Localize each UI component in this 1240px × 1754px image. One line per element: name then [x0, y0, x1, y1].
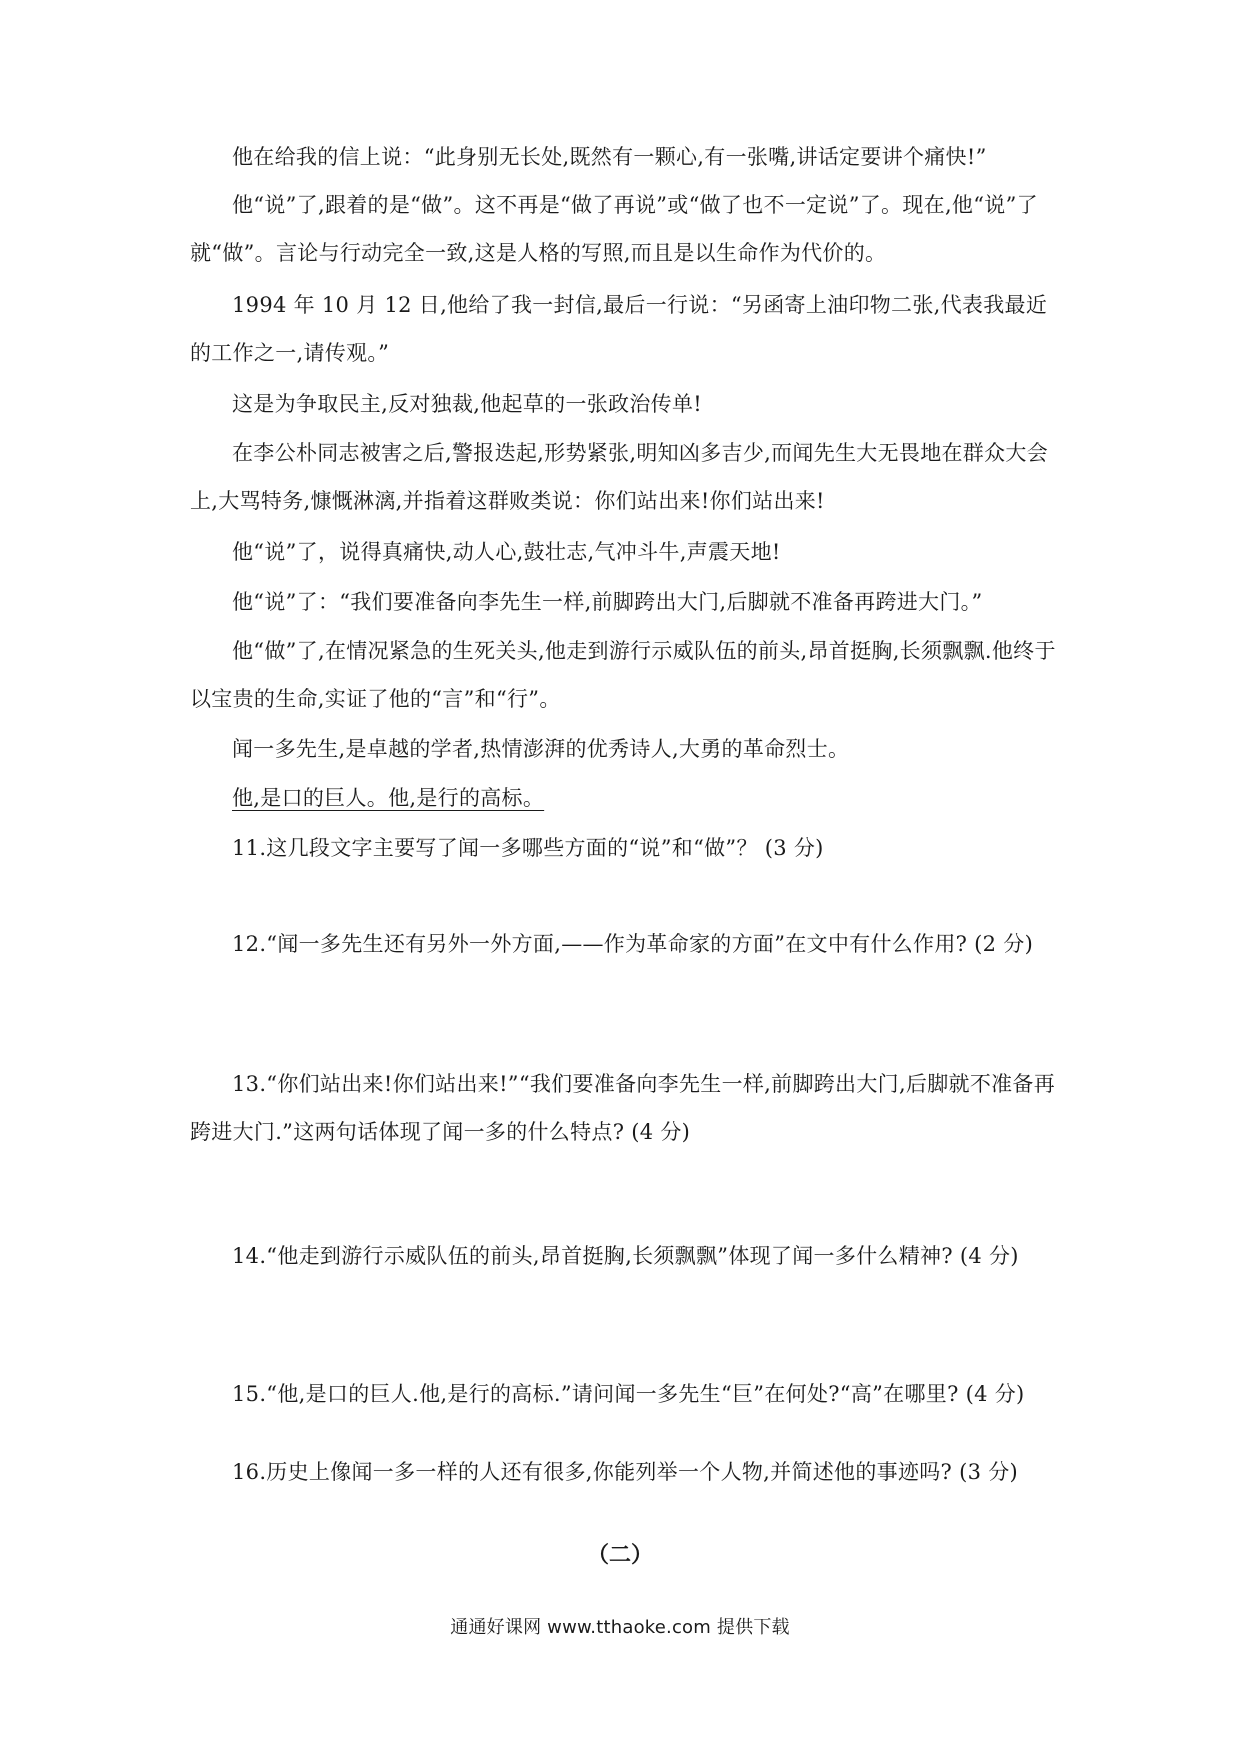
passage-paragraph-7: 他“说”了：“我们要准备向李先生一样,前脚跨出大门,后脚就不准备再跨进大门。”: [232, 590, 983, 614]
passage-paragraph-8: 他“做”了,在情况紧急的生死关头,他走到游行示威队伍的前头,昂首挺胸,长须飘飘.他终于以宝贵的生命,实证了他的“言”和“行”。: [190, 639, 1056, 711]
passage-paragraph-3: 1994 年 10 月 12 日,他给了我一封信,最后一行说：“另函寄上油印物二张,代表我最近的工作之一,请传观。”: [190, 293, 1048, 365]
passage-paragraph-4: 这是为争取民主,反对独裁,他起草的一张政治传单!: [232, 392, 702, 416]
passage-paragraph-5: 在李公朴同志被害之后,警报迭起,形势紧张,明知凶多吉少,而闻先生大无畏地在群众大会上,大骂特务,慷慨淋漓,并指着这群败类说：你们站出来!你们站出来!: [190, 441, 1048, 513]
passage-paragraph-10: [190, 774, 1060, 822]
question-13: 13.“你们站出来!你们站出来!”“我们要准备向李先生一样,前脚跨出大门,后脚就不准备再跨进大门.”这两句话体现了闻一多的什么特点? (4 分): [190, 1072, 1056, 1144]
question-12: 12.“闻一多先生还有另外一外方面,——作为革命家的方面”在文中有什么作用? (2 分): [232, 932, 1034, 956]
passage-paragraph-2: 他“说”了,跟着的是“做”。这不再是“做了再说”或“做了也不一定说”了。现在,他“说”了就“做”。言论与行动完全一致,这是人格的写照,而且是以生命作为代价的。: [190, 193, 1038, 265]
question-15: 15.“他,是口的巨人.他,是行的高标.”请问闻一多先生“巨”在何处?“高”在哪里? (4 分): [232, 1382, 1025, 1406]
question-14: 14.“他走到游行示威队伍的前头,昂首挺胸,长须飘飘”体现了闻一多什么精神? (4 分): [232, 1244, 1019, 1268]
footer-credit: 通通好课网 www.tthaoke.com 提供下载: [450, 1617, 790, 1638]
section-heading: （二）: [586, 1543, 653, 1568]
question-11: 11.这几段文字主要写了闻一多哪些方面的“说”和“做”？ (3 分): [232, 836, 824, 860]
underlined-sentence: 他,是口的巨人。他,是行的高标。: [232, 786, 545, 810]
passage-paragraph-1: 他在给我的信上说：“此身别无长处,既然有一颗心,有一张嘴,讲话定要讲个痛快!”: [232, 145, 987, 169]
passage-paragraph-9: 闻一多先生,是卓越的学者,热情澎湃的优秀诗人,大勇的革命烈士。: [232, 737, 850, 761]
question-16: 16.历史上像闻一多一样的人还有很多,你能列举一个人物,并简述他的事迹吗? (3 分): [232, 1460, 1019, 1484]
passage-paragraph-6: 他“说”了，说得真痛快,动人心,鼓壮志,气冲斗牛,声震天地!: [232, 540, 781, 564]
